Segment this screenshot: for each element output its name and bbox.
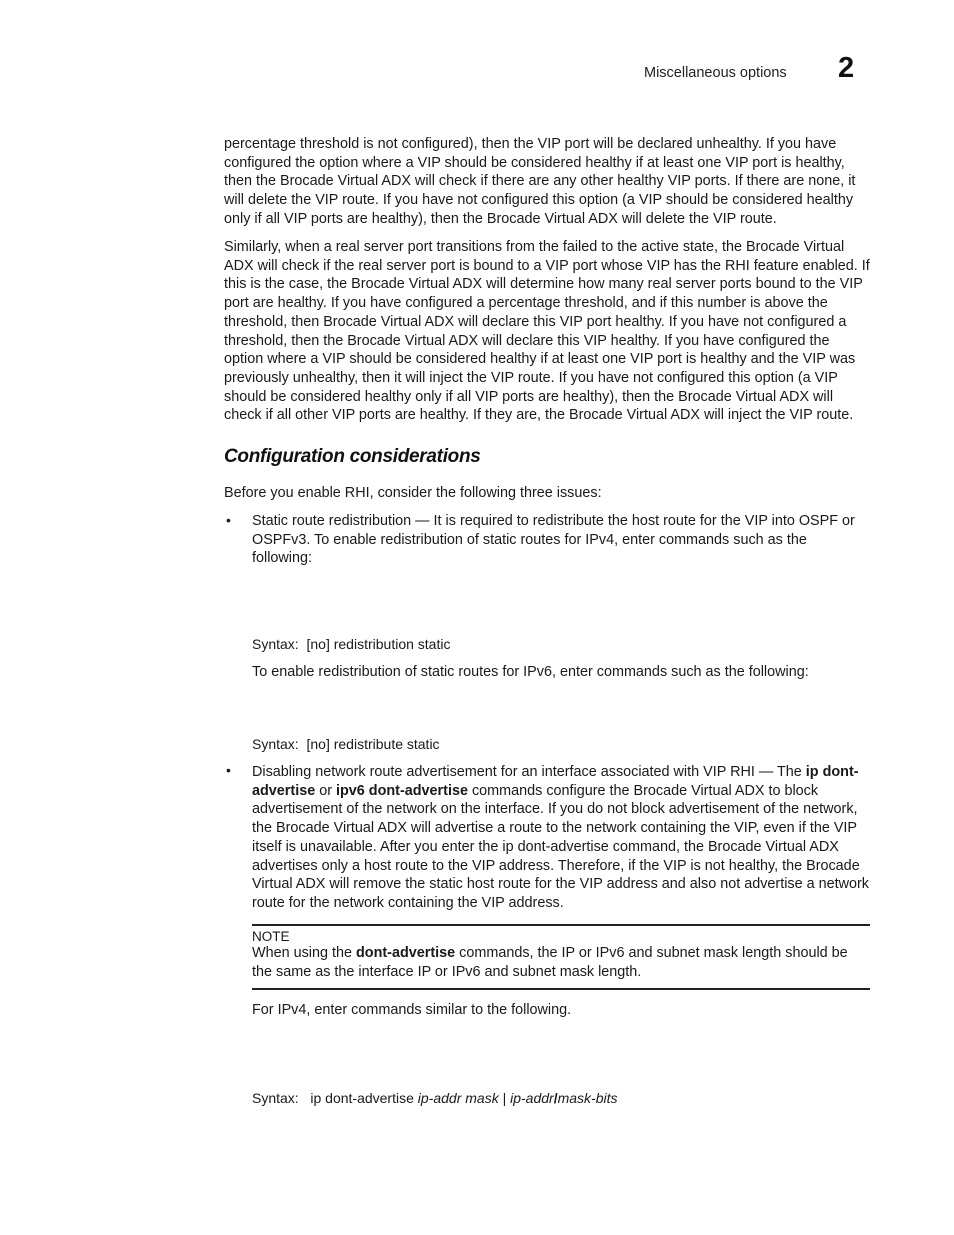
syntax-optional-no: no <box>310 736 326 752</box>
note-text-2: commands, the IP or IPv6 and subnet mask length should be the same as the interface IP or IPv6 and subnet mask length. <box>252 945 848 980</box>
syntax-bracket-close: ] <box>325 736 330 752</box>
syntax-redistribute-static <box>252 735 870 753</box>
note-top-rule <box>252 924 870 926</box>
syntax-ip-dont-advertise <box>252 1089 870 1107</box>
syntax-arg-mask-bits: mask-bits <box>557 1090 618 1106</box>
bullet2-text-2: or <box>315 782 336 799</box>
bullet2-text-1: Disabling network route advertisement for an interface associated with VIP RHI — The <box>252 764 806 780</box>
syntax-optional-no: no <box>310 636 326 652</box>
bullet-disable-network-advertisement <box>252 763 870 913</box>
note-cmd-dont-advertise: dont-advertise <box>356 945 456 961</box>
syntax-command: redistribution static <box>333 636 451 652</box>
syntax-bracket-open: [ <box>306 736 311 752</box>
bullet-marker: • <box>226 762 231 778</box>
running-header-section: Miscellaneous options <box>644 65 787 81</box>
bullet-static-route-redistribution: Static route redistribution — It is required to redistribute the host route for the VIP into OSPF or OSPFv3. To enable redistribution of static routes for IPv4, enter commands such as the following: <box>252 513 855 567</box>
ipv4-intro-paragraph: For IPv4, enter commands similar to the following. <box>252 1002 572 1018</box>
syntax-label: Syntax: <box>252 736 299 752</box>
note-bottom-rule <box>252 988 870 990</box>
chapter-number: 2 <box>838 52 855 84</box>
paragraph-vip-unhealthy: percentage threshold is not configured), then the VIP port will be declared unhealthy. If you have configured the option where a VIP should be considered healthy if at least one VIP port is healthy, then the Brocade Virtual ADX will check if there are any other healthy VIP ports. If there are none, it will delete the VIP route. If you have not configured this option (a VIP should be considered healthy only if all VIP ports are healthy), then the Brocade Virtual ADX will delete the VIP route. <box>224 136 856 227</box>
note-text <box>252 944 870 981</box>
syntax-separator: | <box>498 1090 511 1106</box>
bullet2-cmd-ip-dont-advertise: ip dont-advertise <box>252 764 859 799</box>
syntax-slash: / <box>553 1090 558 1106</box>
syntax-command: redistribute static <box>333 736 440 752</box>
note-text-1: When using the <box>252 945 356 961</box>
paragraph-real-server-transition: Similarly, when a real server port transitions from the failed to the active state, the Brocade Virtual ADX will check if the real server port is bound to a VIP port whose VIP has the RHI feature enabled. If this is the case, the Brocade Virtual ADX will determine how many real server ports bound to the VIP port are healthy. If you have configured a percentage threshold, and if this number is above the threshold, then Brocade Virtual ADX will declare this VIP port healthy. If you have not configured a threshold, then the Brocade Virtual ADX will declare this VIP healthy. If you have configured the option where a VIP should be considered healthy if at least one VIP port is healthy and the VIP was previously unhealthy, then it will inject the VIP route. If you have not configured this option (a VIP should be considered healthy only if all VIP ports are healthy), then the Brocade Virtual ADX will check if all other VIP ports are healthy. If they are, the Brocade Virtual ADX will inject the VIP route. <box>224 239 870 424</box>
syntax-arg-ip-addr: ip-addr <box>510 1090 554 1106</box>
bullet-marker: • <box>226 512 231 528</box>
bullet2-cmd-ipv6-dont-advertise: ipv6 dont-advertise <box>336 782 468 799</box>
section-heading: Configuration considerations <box>224 446 481 467</box>
syntax-label: Syntax: <box>252 636 299 652</box>
syntax-arg-ip-addr-mask: ip-addr mask <box>417 1090 499 1106</box>
intro-paragraph: Before you enable RHI, consider the following three issues: <box>224 485 602 501</box>
ipv6-intro-paragraph: To enable redistribution of static routes for IPv6, enter commands such as the following: <box>252 664 809 680</box>
syntax-redistribution-static <box>252 635 870 653</box>
syntax-label: Syntax: <box>252 1090 299 1106</box>
note-label: NOTE <box>252 929 290 944</box>
syntax-bracket-open: [ <box>306 636 311 652</box>
bullet2-text-3: commands configure the Brocade Virtual ADX to block advertisement of the network on the interface. If you do not block advertisement of the network, the Brocade Virtual ADX will advertise a route to the network containing the VIP, even if the VIP itself is unavailable. After you enter the ip dont-advertise command, the Brocade Virtual ADX advertises only a host route to the VIP address. Therefore, if the VIP is not healthy, the Brocade Virtual ADX will remove the static host route for the VIP address and also not advertise a network route for the network containing the VIP address. <box>252 782 869 911</box>
syntax-bracket-close: ] <box>325 636 330 652</box>
syntax-command: ip dont-advertise <box>310 1090 414 1106</box>
